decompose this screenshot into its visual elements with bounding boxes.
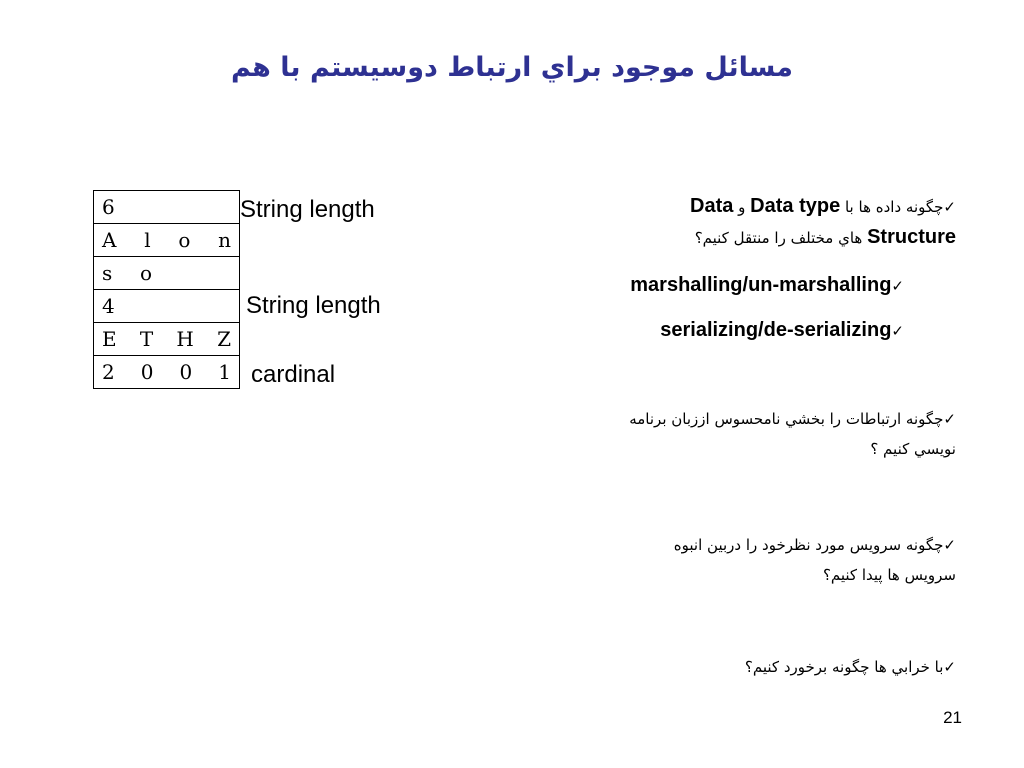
string-length-label-1: String length — [240, 196, 375, 223]
bullet-failures — [745, 652, 956, 682]
bullet-line: نويسي كنيم ؟ — [870, 440, 956, 458]
page-number: 21 — [943, 708, 962, 727]
table-row — [94, 290, 240, 323]
check-icon: ✓ — [891, 322, 904, 340]
cell-value: o — [140, 261, 153, 285]
bullet-line — [674, 530, 956, 560]
table-cell — [94, 323, 240, 356]
cardinal-label: cardinal — [251, 361, 336, 388]
bullet-en-term: Data type — [750, 195, 841, 217]
bullet-line — [690, 191, 956, 222]
bullet-text: هاي مختلف را منتقل كنيم؟ — [694, 229, 863, 247]
cell-values — [102, 356, 231, 388]
bullet-text: چگونه سرويس مورد نظرخود را دربين انبوه — [673, 536, 944, 554]
slide-title: مسائل موجود براي ارتباط دوسيستم با هم — [231, 52, 793, 83]
cell-values — [102, 224, 231, 256]
bullet-marshalling — [630, 274, 904, 297]
table-row — [94, 191, 240, 224]
cell-values — [102, 323, 231, 355]
bullet-text: چگونه ارتباطات را بخشي نامحسوس اززبان برنامه — [629, 410, 944, 428]
check-icon: ✓ — [943, 658, 956, 676]
cell-value: T — [139, 327, 154, 351]
cell-value: 4 — [102, 294, 115, 318]
table-cell — [94, 224, 240, 257]
bullet-transparency — [629, 404, 956, 464]
bullet-en-term: Data — [690, 195, 734, 217]
bullet-serializing — [660, 319, 904, 342]
cell-value: 2 — [102, 360, 115, 384]
check-icon: ✓ — [943, 410, 956, 428]
bullet-en-term: Structure — [867, 226, 956, 248]
table-row — [94, 323, 240, 356]
table-cell — [94, 257, 240, 290]
table-cell — [94, 191, 240, 224]
cell-value: l — [144, 228, 151, 252]
cell-value: E — [102, 327, 117, 351]
check-icon: ✓ — [943, 198, 956, 216]
cell-value: A — [102, 228, 117, 252]
bullet-line: سرويس ها پيدا كنيم؟ — [822, 566, 956, 584]
cell-value: H — [176, 327, 194, 351]
cell-value: s — [102, 261, 113, 285]
table-row — [94, 224, 240, 257]
check-icon: ✓ — [891, 277, 904, 295]
bullet-line — [745, 652, 956, 682]
bullet-text: و — [738, 198, 746, 216]
bullet-text: serializing/de-serializing — [660, 319, 892, 341]
table-cell — [94, 356, 240, 389]
cell-value: 6 — [102, 195, 115, 219]
check-icon: ✓ — [943, 536, 956, 554]
cell-value: 1 — [218, 360, 231, 384]
bullet-line — [629, 404, 956, 434]
bullet-text: با خرابي ها چگونه برخورد كنيم؟ — [744, 658, 944, 676]
string-length-label-2: String length — [246, 292, 381, 319]
encoding-table — [93, 190, 240, 389]
cell-values — [102, 257, 231, 289]
cell-value: o — [178, 228, 191, 252]
cell-value: 0 — [179, 360, 193, 384]
bullet-data-types — [690, 191, 956, 253]
bullet-text: چگونه داده ها با — [844, 198, 944, 216]
cell-value: Z — [217, 327, 231, 351]
bullet-text: marshalling/un-marshalling — [630, 274, 892, 296]
cell-value: 0 — [140, 360, 154, 384]
bullet-line — [690, 222, 956, 253]
bullet-service-discovery — [674, 530, 956, 590]
table-row — [94, 257, 240, 290]
table-row — [94, 356, 240, 389]
table-cell — [94, 290, 240, 323]
cell-value: n — [218, 228, 231, 252]
